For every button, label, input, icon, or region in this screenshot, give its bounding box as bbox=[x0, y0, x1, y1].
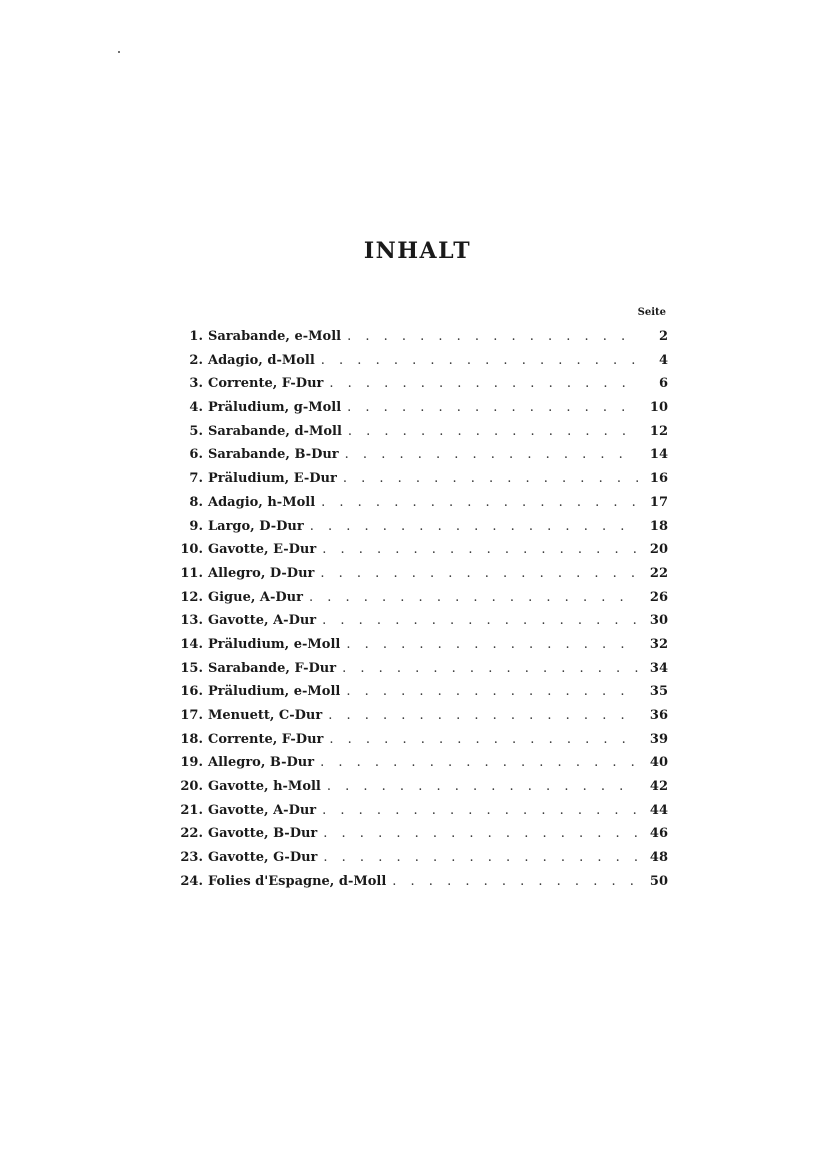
dot-leader bbox=[323, 850, 638, 865]
entry-page-number: 10 bbox=[649, 400, 668, 416]
toc-entry bbox=[180, 874, 668, 898]
entry-title: Gavotte, B-Dur bbox=[208, 826, 318, 842]
toc-entry bbox=[180, 376, 668, 400]
toc-entry bbox=[180, 803, 668, 827]
toc-entry bbox=[180, 755, 668, 779]
entry-title: Corrente, F-Dur bbox=[208, 731, 324, 747]
toc-entry bbox=[180, 495, 668, 519]
dot-leader bbox=[320, 566, 638, 581]
toc-entry bbox=[180, 400, 668, 424]
entry-number: 3. bbox=[189, 376, 203, 392]
entry-page-number: 14 bbox=[649, 447, 668, 463]
entry-page-number: 50 bbox=[649, 873, 668, 889]
entry-page-number: 2 bbox=[658, 329, 668, 344]
dot-leader bbox=[309, 590, 638, 605]
dot-leader bbox=[346, 684, 638, 699]
entry-page-number: 35 bbox=[649, 684, 668, 700]
entry-number: 5. bbox=[189, 423, 203, 439]
dot-leader bbox=[343, 471, 638, 486]
dot-leader bbox=[327, 779, 638, 794]
dot-leader bbox=[320, 755, 638, 770]
entry-page-number: 4 bbox=[658, 352, 668, 368]
entry-title: Sarabande, e-Moll bbox=[208, 329, 342, 344]
entry-page-number: 20 bbox=[649, 542, 668, 558]
entry-number: 8. bbox=[189, 494, 203, 510]
dot-leader bbox=[329, 732, 638, 747]
entry-title: Menuett, C-Dur bbox=[208, 708, 323, 723]
entry-title: Adagio, h-Moll bbox=[208, 494, 316, 510]
dot-leader bbox=[345, 447, 638, 462]
entry-number: 23. bbox=[180, 850, 203, 866]
entry-title: Gavotte, E-Dur bbox=[208, 542, 317, 558]
entry-number: 24. bbox=[180, 873, 203, 889]
dot-leader bbox=[346, 637, 638, 652]
dot-leader bbox=[321, 495, 638, 510]
entry-page-number: 6 bbox=[658, 376, 668, 392]
dot-leader bbox=[342, 661, 638, 676]
entry-title: Präludium, e-Moll bbox=[208, 684, 341, 700]
entry-title: Gavotte, G-Dur bbox=[208, 850, 318, 866]
toc-entry bbox=[180, 637, 668, 661]
dot-leader bbox=[322, 542, 638, 557]
entry-number: 4. bbox=[189, 400, 203, 416]
dot-leader bbox=[329, 376, 638, 391]
dot-leader bbox=[328, 708, 638, 723]
toc-entry bbox=[180, 447, 668, 471]
entry-title: Folies d'Espagne, d-Moll bbox=[208, 873, 387, 889]
entry-number: 10. bbox=[180, 542, 203, 558]
entry-number: 17. bbox=[180, 708, 203, 723]
entry-number: 19. bbox=[180, 755, 203, 771]
dot-leader bbox=[392, 874, 638, 889]
toc-entry bbox=[180, 424, 668, 448]
entry-title: Adagio, d-Moll bbox=[208, 352, 315, 368]
entry-title: Gavotte, A-Dur bbox=[208, 613, 317, 629]
entry-number: 11. bbox=[180, 565, 203, 581]
entry-page-number: 44 bbox=[649, 802, 668, 818]
toc-entry bbox=[180, 661, 668, 685]
entry-title: Gigue, A-Dur bbox=[208, 589, 303, 605]
toc-entry bbox=[180, 613, 668, 637]
entry-title: Sarabande, d-Moll bbox=[208, 423, 342, 439]
entry-number: 7. bbox=[189, 471, 203, 487]
dot-leader bbox=[321, 353, 638, 368]
page-title: INHALT bbox=[363, 238, 472, 264]
toc-entry bbox=[180, 519, 668, 543]
entry-title: Sarabande, F-Dur bbox=[208, 660, 337, 676]
entry-number: 6. bbox=[189, 447, 203, 463]
toc-entry bbox=[180, 850, 668, 874]
entry-number: 9. bbox=[189, 518, 203, 534]
entry-title: Gavotte, h-Moll bbox=[208, 779, 321, 795]
entry-number: 22. bbox=[180, 826, 203, 842]
toc-entry bbox=[180, 708, 668, 732]
dot-leader bbox=[310, 519, 638, 534]
dot-leader bbox=[323, 826, 638, 841]
entry-title: Sarabande, B-Dur bbox=[208, 447, 339, 463]
entry-title: Präludium, e-Moll bbox=[208, 636, 341, 652]
toc-entry bbox=[180, 353, 668, 377]
toc-entry bbox=[180, 826, 668, 850]
entry-page-number: 34 bbox=[649, 660, 668, 676]
entry-title: Präludium, g-Moll bbox=[208, 400, 342, 416]
toc-entry bbox=[180, 684, 668, 708]
entry-number: 20. bbox=[180, 779, 203, 795]
entry-page-number: 36 bbox=[649, 708, 668, 723]
dot-leader bbox=[322, 803, 638, 818]
entry-page-number: 17 bbox=[649, 494, 668, 510]
table-of-contents bbox=[180, 306, 668, 898]
dot-leader bbox=[322, 613, 638, 628]
entry-title: Präludium, E-Dur bbox=[208, 471, 337, 487]
entry-page-number: 18 bbox=[649, 518, 668, 534]
entry-page-number: 42 bbox=[649, 779, 668, 795]
entry-page-number: 32 bbox=[649, 636, 668, 652]
dot-leader bbox=[347, 400, 638, 415]
entry-number: 15. bbox=[180, 660, 203, 676]
toc-entry bbox=[180, 779, 668, 803]
entry-page-number: 26 bbox=[649, 589, 668, 605]
entry-page-number: 39 bbox=[649, 731, 668, 747]
toc-list bbox=[180, 329, 668, 898]
toc-entry bbox=[180, 329, 668, 353]
entry-number: 2. bbox=[189, 352, 203, 368]
entry-page-number: 30 bbox=[649, 613, 668, 629]
page-column-header: Seite bbox=[637, 307, 666, 318]
dot-leader bbox=[347, 329, 638, 344]
entry-number: 14. bbox=[180, 636, 203, 652]
entry-number: 1. bbox=[189, 329, 203, 344]
entry-number: 18. bbox=[180, 731, 203, 747]
entry-page-number: 48 bbox=[649, 850, 668, 866]
dot-leader bbox=[348, 424, 638, 439]
entry-page-number: 12 bbox=[649, 423, 668, 439]
toc-entry bbox=[180, 566, 668, 590]
entry-title: Corrente, F-Dur bbox=[208, 376, 324, 392]
toc-entry bbox=[180, 471, 668, 495]
entry-number: 13. bbox=[180, 613, 203, 629]
entry-page-number: 16 bbox=[649, 471, 668, 487]
print-speck bbox=[118, 51, 120, 53]
entry-number: 21. bbox=[180, 802, 203, 818]
entry-page-number: 22 bbox=[649, 565, 668, 581]
toc-entry bbox=[180, 732, 668, 756]
entry-number: 16. bbox=[180, 684, 203, 700]
entry-page-number: 40 bbox=[649, 755, 668, 771]
entry-page-number: 46 bbox=[649, 826, 668, 842]
toc-entry bbox=[180, 590, 668, 614]
entry-title: Allegro, D-Dur bbox=[208, 565, 315, 581]
entry-title: Allegro, B-Dur bbox=[208, 755, 315, 771]
entry-title: Largo, D-Dur bbox=[208, 518, 304, 534]
entry-title: Gavotte, A-Dur bbox=[208, 802, 317, 818]
entry-number: 12. bbox=[180, 589, 203, 605]
toc-entry bbox=[180, 542, 668, 566]
